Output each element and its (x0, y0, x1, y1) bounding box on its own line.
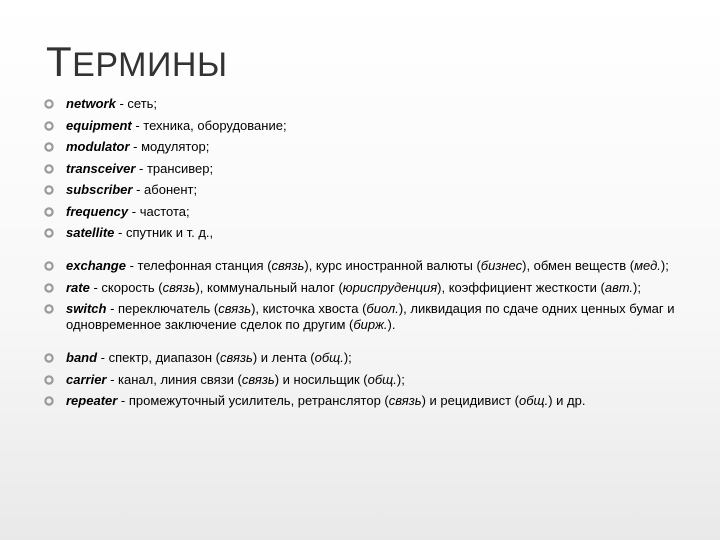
definition-text: - частота; (128, 203, 190, 219)
page-title (46, 38, 228, 86)
definition-text: ); (396, 371, 405, 387)
title-first-letter: Т (46, 38, 73, 85)
list-item (44, 161, 684, 177)
bullet-icon (44, 261, 54, 271)
definition-text: - телефонная станция ( (125, 258, 272, 273)
list-item (44, 118, 684, 134)
definition-text: ) и др. (548, 393, 586, 408)
term-list (44, 96, 684, 415)
definition-text: - сеть; (115, 96, 158, 111)
term: satellite (66, 225, 115, 240)
bullet-icon (44, 164, 54, 174)
list-item (44, 204, 684, 220)
definition-text: ), курс иностранной валюты ( (304, 258, 481, 273)
list-item (44, 280, 684, 296)
term: band (66, 350, 98, 365)
definition-text: - канал, линия связи ( (106, 371, 242, 387)
title-rest: ЕРМИНЫ (72, 46, 228, 84)
definition-text: - трансивер; (135, 160, 214, 176)
term: equipment (66, 117, 132, 133)
domain-label: связь (218, 301, 252, 316)
domain-label: общ. (519, 393, 549, 408)
domain-label: юриспруденция (342, 279, 438, 295)
domain-label: связь (162, 279, 196, 295)
term: modulator (66, 139, 130, 154)
definition-text: - спектр, диапазон ( (97, 350, 220, 365)
list-item (44, 182, 684, 198)
term: transceiver (66, 160, 136, 176)
term: switch (66, 301, 107, 316)
domain-label: бизнес (480, 258, 523, 273)
bullet-icon (44, 304, 54, 314)
domain-label: мед. (634, 258, 661, 273)
term-group (44, 96, 684, 241)
bullet-icon (44, 375, 54, 385)
definition-text: ) и носильщик ( (274, 371, 368, 387)
domain-label: общ. (314, 350, 344, 365)
bullet-icon (44, 185, 54, 195)
term-group (44, 350, 684, 409)
list-item (44, 301, 684, 333)
term: frequency (66, 203, 129, 219)
list-item (44, 393, 684, 409)
domain-label: авт. (604, 279, 634, 295)
bullet-icon (44, 396, 54, 406)
domain-label: биол. (366, 301, 399, 316)
bullet-icon (44, 207, 54, 217)
list-item (44, 258, 684, 274)
list-item (44, 96, 684, 112)
list-item (44, 225, 684, 241)
definition-text: - промежуточный усилитель, ретранслятор ( (117, 393, 389, 408)
definition-text: - техника, оборудование; (131, 117, 287, 133)
definition-text: ), кисточка хвоста ( (251, 301, 367, 316)
domain-label: связь (241, 371, 275, 387)
term-group (44, 258, 684, 333)
bullet-icon (44, 142, 54, 152)
definition-text: ) и рецидивист ( (421, 393, 519, 408)
definition-text: - спутник и т. д., (114, 225, 214, 240)
domain-label: связь (220, 350, 253, 365)
definition-text: - абонент; (132, 182, 198, 197)
term: exchange (66, 258, 126, 273)
domain-label: связь (271, 258, 305, 273)
term: carrier (66, 371, 107, 387)
bullet-icon (44, 99, 54, 109)
definition-text: ), обмен веществ ( (522, 258, 635, 273)
list-item (44, 350, 684, 366)
definition-text: ); (660, 258, 669, 273)
bullet-icon (44, 283, 54, 293)
definition-text: ) и лента ( (252, 350, 315, 365)
list-item (44, 372, 684, 388)
definition-text: ); (633, 279, 641, 295)
definition-text: - модулятор; (129, 139, 210, 154)
definition-text: ), коммунальный налог ( (195, 279, 343, 295)
bullet-icon (44, 228, 54, 238)
list-item (44, 139, 684, 155)
definition-text: ); (343, 350, 352, 365)
domain-label: связь (388, 393, 422, 408)
definition-text: - переключатель ( (106, 301, 219, 316)
definition-text: - скорость ( (89, 279, 163, 295)
definition-text: ), ликвидация по сдаче одних ценных бумаг и одновременное заключение сделок по другим ( (66, 301, 675, 332)
term: network (66, 96, 116, 111)
bullet-icon (44, 353, 54, 363)
bullet-icon (44, 121, 54, 131)
domain-label: бирж. (353, 317, 388, 332)
definition-text: ), коэффициент жесткости ( (437, 279, 605, 295)
domain-label: общ. (367, 371, 397, 387)
term: subscriber (66, 182, 133, 197)
term: repeater (66, 393, 118, 408)
term: rate (66, 279, 90, 295)
definition-text: ). (387, 317, 396, 332)
